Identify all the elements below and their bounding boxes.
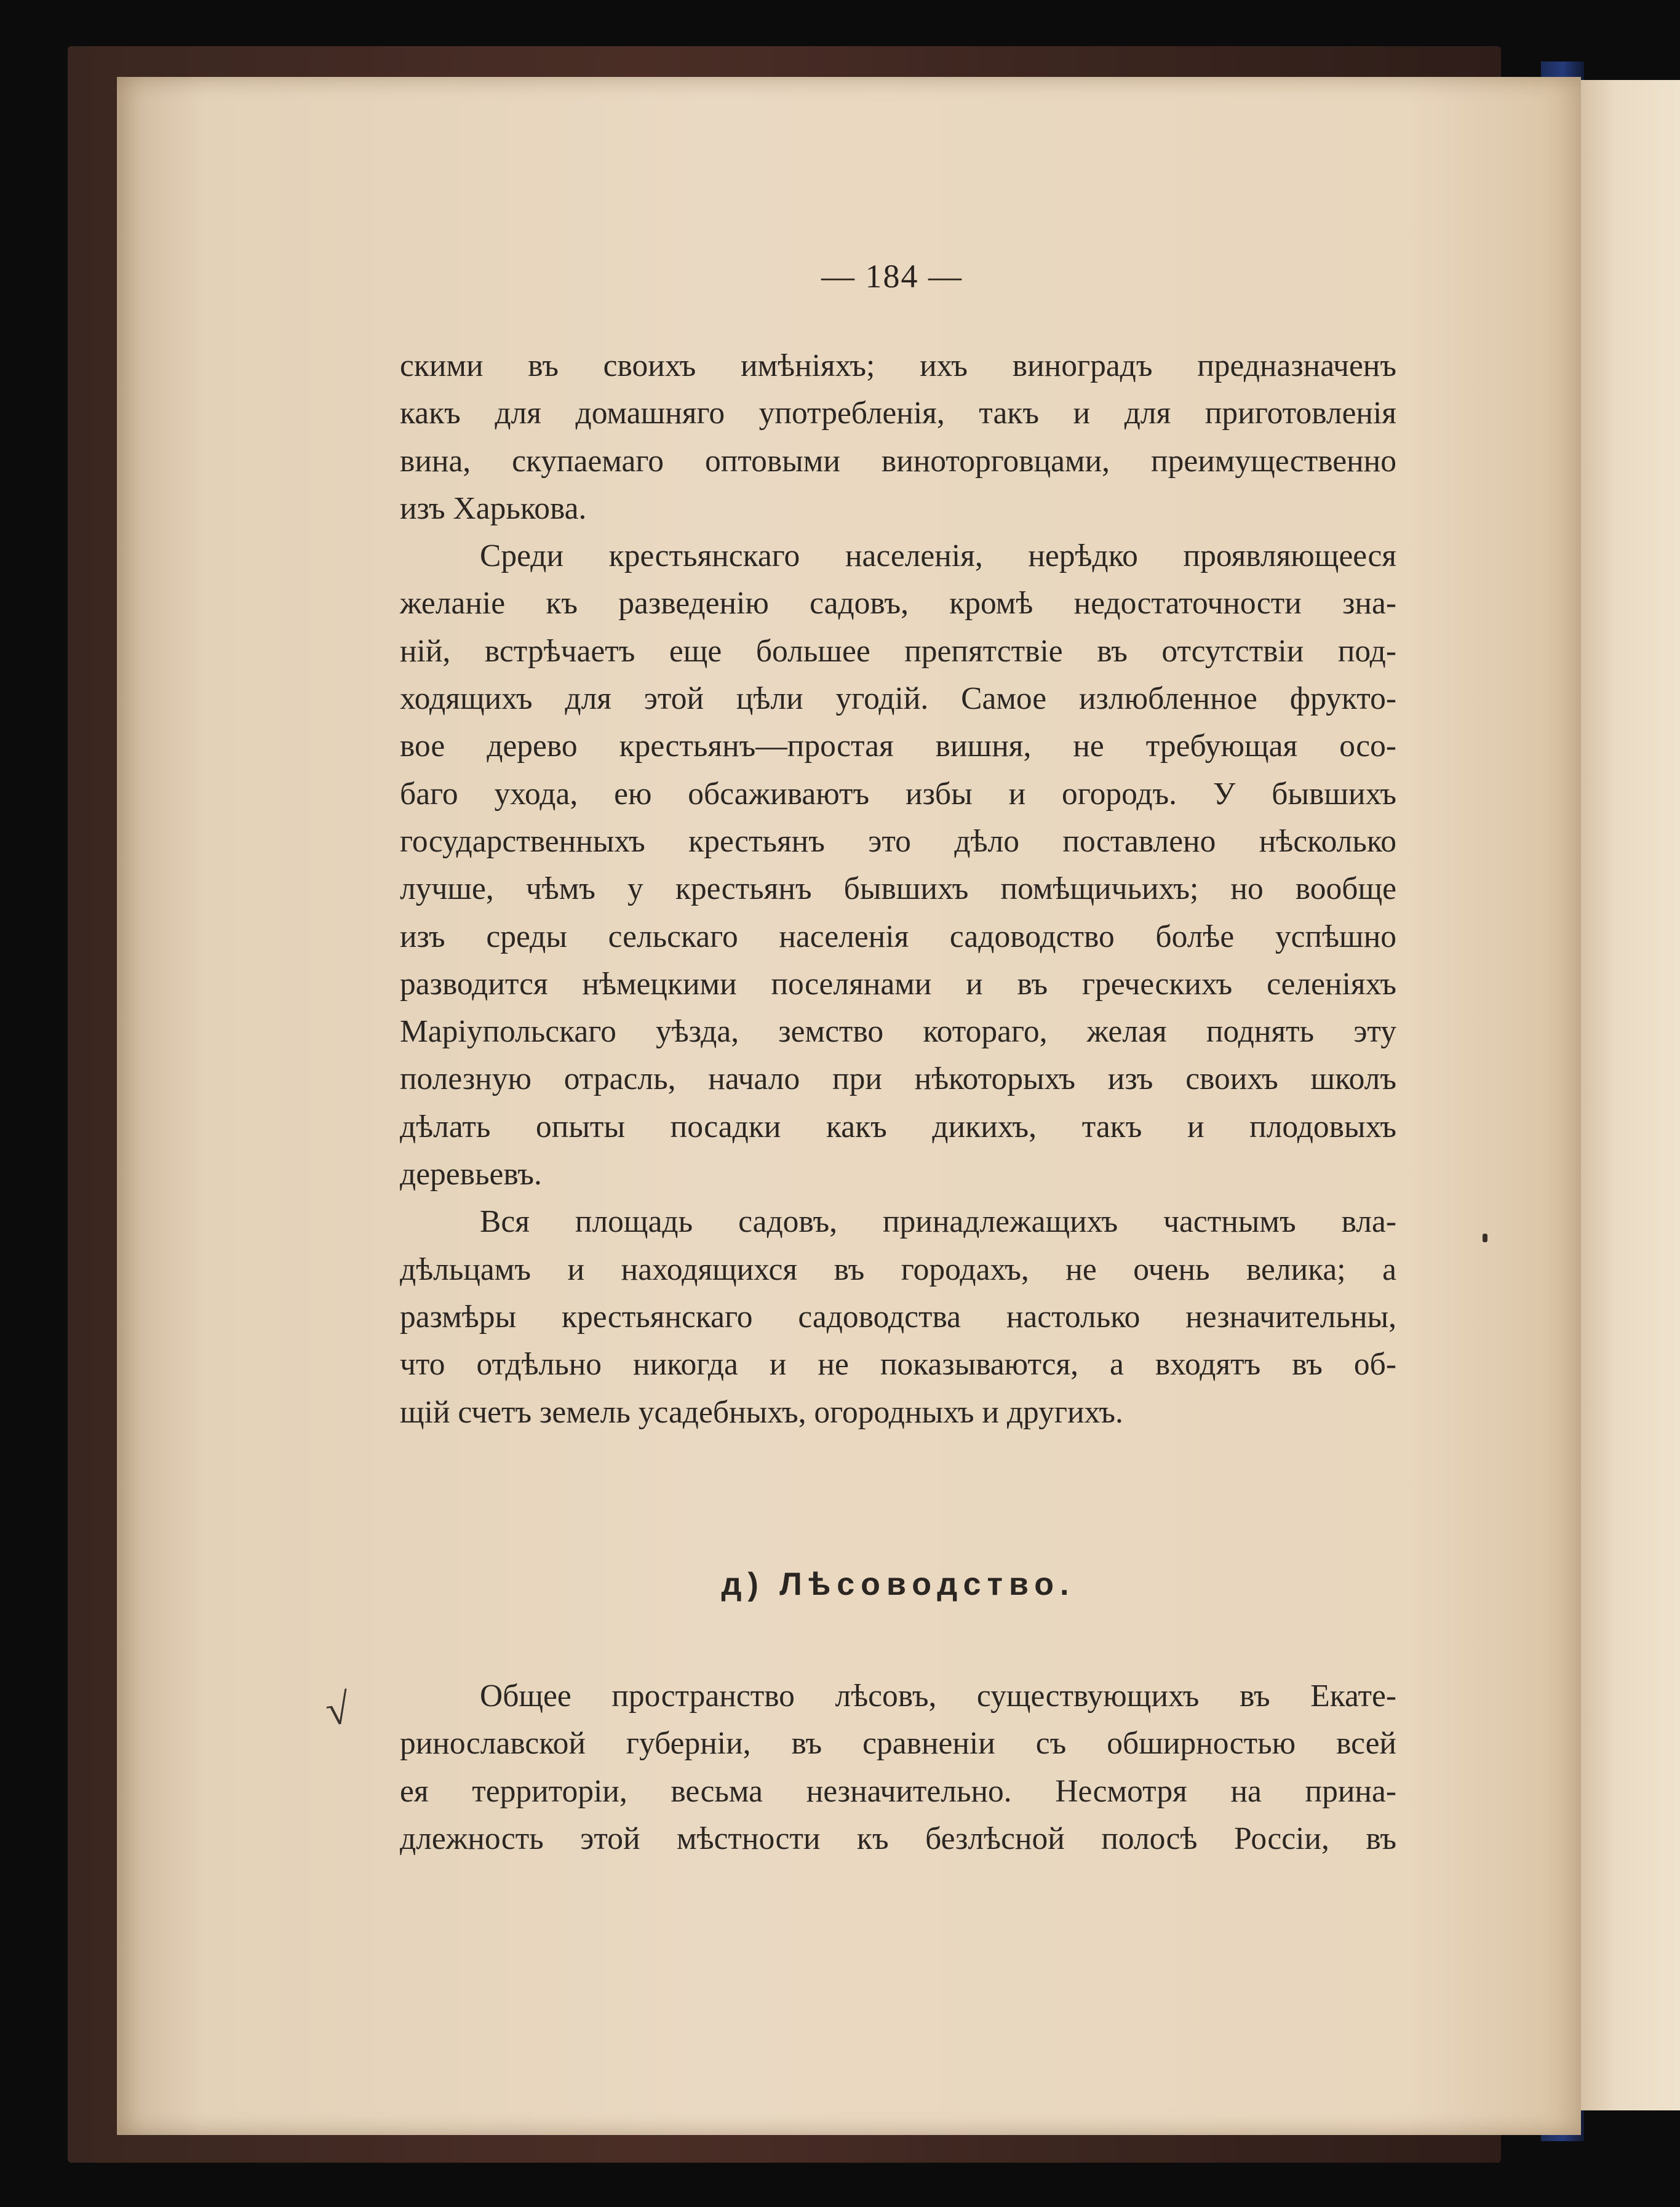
text-line: что отдѣльно никогда и не показываются, а входятъ въ об- bbox=[400, 1347, 1396, 1383]
text-line: разводится нѣмецкими поселянами и въ греческихъ селеніяхъ bbox=[400, 966, 1396, 1002]
text-line: желаніе къ разведенію садовъ, кромѣ недостаточности зна- bbox=[400, 586, 1396, 621]
text-line: государственныхъ крестьянъ это дѣло поставлено нѣсколько bbox=[400, 823, 1396, 859]
text-line: длежность этой мѣстности къ безлѣсной полосѣ Россіи, въ bbox=[400, 1821, 1396, 1856]
section-heading: д) Лѣсоводство. bbox=[721, 1566, 1075, 1602]
margin-checkmark: √ bbox=[322, 1685, 353, 1736]
text-line: размѣры крестьянскаго садоводства настолько незначительны, bbox=[400, 1299, 1396, 1335]
body-text bbox=[400, 342, 1396, 1436]
text-line: ринославской губерніи, въ сравненіи съ обширностью всей bbox=[400, 1726, 1396, 1762]
text-line: дѣлать опыты посадки какъ дикихъ, такъ и плодовыхъ bbox=[400, 1109, 1396, 1144]
text-line: полезную отрасль, начало при нѣкоторыхъ изъ своихъ школъ bbox=[400, 1061, 1396, 1097]
text-line: дѣльцамъ и находящихся въ городахъ, не очень велика; а bbox=[400, 1251, 1396, 1287]
text-line: Вся площадь садовъ, принадлежащихъ частнымъ вла- bbox=[480, 1204, 1396, 1240]
facing-page-edge bbox=[1581, 80, 1680, 2110]
text-line: вина, скупаемаго оптовыми виноторговцами, преимущественно bbox=[400, 443, 1396, 479]
text-line: Общее пространство лѣсовъ, существующихъ въ Екате- bbox=[480, 1678, 1396, 1714]
text-line: изъ среды сельскаго населенія садоводство болѣе успѣшно bbox=[400, 919, 1396, 954]
text-line: лучше, чѣмъ у крестьянъ бывшихъ помѣщичьихъ; но вообще bbox=[400, 871, 1396, 907]
text-line: какъ для домашняго употребленія, такъ и для приготовленія bbox=[400, 396, 1396, 431]
text-line: ходящихъ для этой цѣли угодій. Самое излюбленное фрукто- bbox=[400, 681, 1396, 717]
text-line: деревьевъ. bbox=[400, 1157, 542, 1192]
text-line: Маріупольскаго уѣзда, земство котораго, желая поднять эту bbox=[400, 1014, 1396, 1050]
text-line: ея территоріи, весьма незначительно. Несмотря на прина- bbox=[400, 1773, 1396, 1809]
text-line: изъ Харькова. bbox=[400, 490, 587, 526]
text-line: ній, встрѣчаетъ еще большее препятствіе въ отсутствіи под- bbox=[400, 633, 1396, 669]
text-line: скими въ своихъ имѣніяхъ; ихъ виноградъ предназначенъ bbox=[400, 348, 1396, 383]
ink-speck bbox=[1483, 1234, 1487, 1242]
text-line: щій счетъ земель усадебныхъ, огородныхъ и другихъ. bbox=[400, 1394, 1123, 1430]
page-number: — 184 — bbox=[821, 258, 963, 295]
text-line: баго ухода, ею обсаживаютъ избы и огородъ. У бывшихъ bbox=[400, 776, 1396, 812]
body-text-continued bbox=[400, 1672, 1396, 1862]
text-line: Среди крестьянскаго населенія, нерѣдко проявляющееся bbox=[480, 538, 1396, 574]
text-line: вое дерево крестьянъ—простая вишня, не требующая осо- bbox=[400, 728, 1396, 764]
